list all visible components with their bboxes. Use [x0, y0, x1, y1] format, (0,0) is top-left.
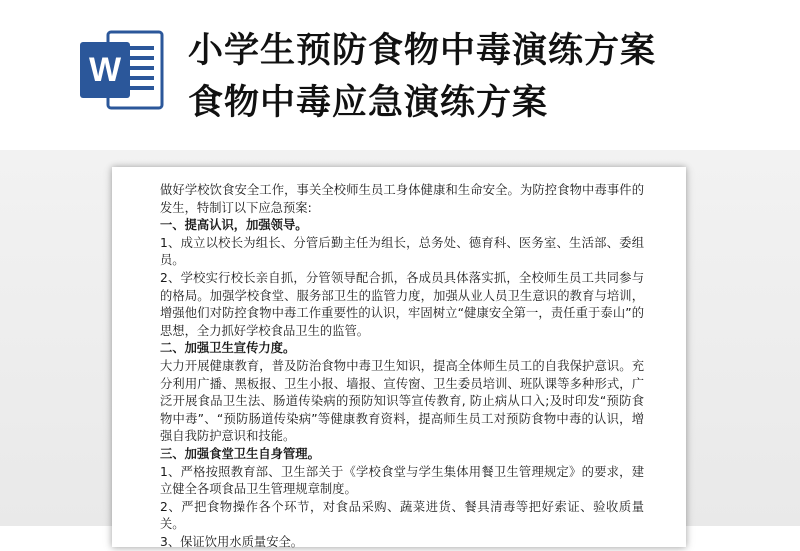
body-paragraph: 1、严格按照教育部、卫生部关于《学校食堂与学生集体用餐卫生管理规定》的要求，建立健全各项食品卫生管理规章制度。	[160, 464, 644, 497]
body-paragraph: 做好学校饮食安全工作，事关全校师生员工身体健康和生命安全。为防控食物中毒事件的发生，特制订以下应急预案:	[160, 183, 644, 215]
section-heading: 一、提高认识，加强领导。	[160, 218, 308, 233]
document-page	[112, 167, 686, 547]
page-header	[0, 0, 800, 160]
page-title-line-2: 食物中毒应急演练方案	[188, 83, 549, 123]
page-title-line-1: 小学生预防食物中毒演练方案	[188, 31, 657, 71]
body-paragraph: 2、学校实行校长亲自抓，分管领导配合抓，各成员具体落实抓，全校师生员工共同参与的格局。加强学校食堂、服务部卫生的监管力度，加强从业人员卫生意识的教育与培训，增强他们对防控食物中毒工作重要性的认识，牢固树立“健康安全第一，责任重于泰山”的思想，全力抓好学校食品卫生的监管。	[160, 270, 644, 338]
word-logo-letter: W	[88, 51, 122, 89]
body-paragraph: 3、保证饮用水质量安全。	[160, 534, 304, 549]
section-heading: 三、加强食堂卫生自身管理。	[160, 446, 320, 461]
document-body	[160, 182, 644, 551]
body-paragraph: 2、严把食物操作各个环节，对食品采购、蔬菜进货、餐具清毒等把好索证、验收质量关。	[160, 499, 644, 532]
section-heading: 二、加强卫生宣传力度。	[160, 341, 296, 356]
body-paragraph: 1、成立以校长为组长、分管后勤主任为组长，总务处、德育科、医务室、生活部、委组员。	[160, 235, 644, 268]
word-document-icon	[78, 28, 164, 112]
body-paragraph: 大力开展健康教育，普及防治食物中毒卫生知识，提高全体师生员工的自我保护意识。充分利用广播、黑板报、卫生小报、墙报、宣传窗、卫生委员培训、班队课等多种形式，广泛开展食品卫生法、肠道传染病的预防知识等宣传教育, 防止病从口入;及时印发“预防食物中毒”、“预防肠道传染病”等健康教育资料，提高师生员工对预防食物中毒的认识，增强自我防护意识和技能。	[160, 358, 644, 444]
